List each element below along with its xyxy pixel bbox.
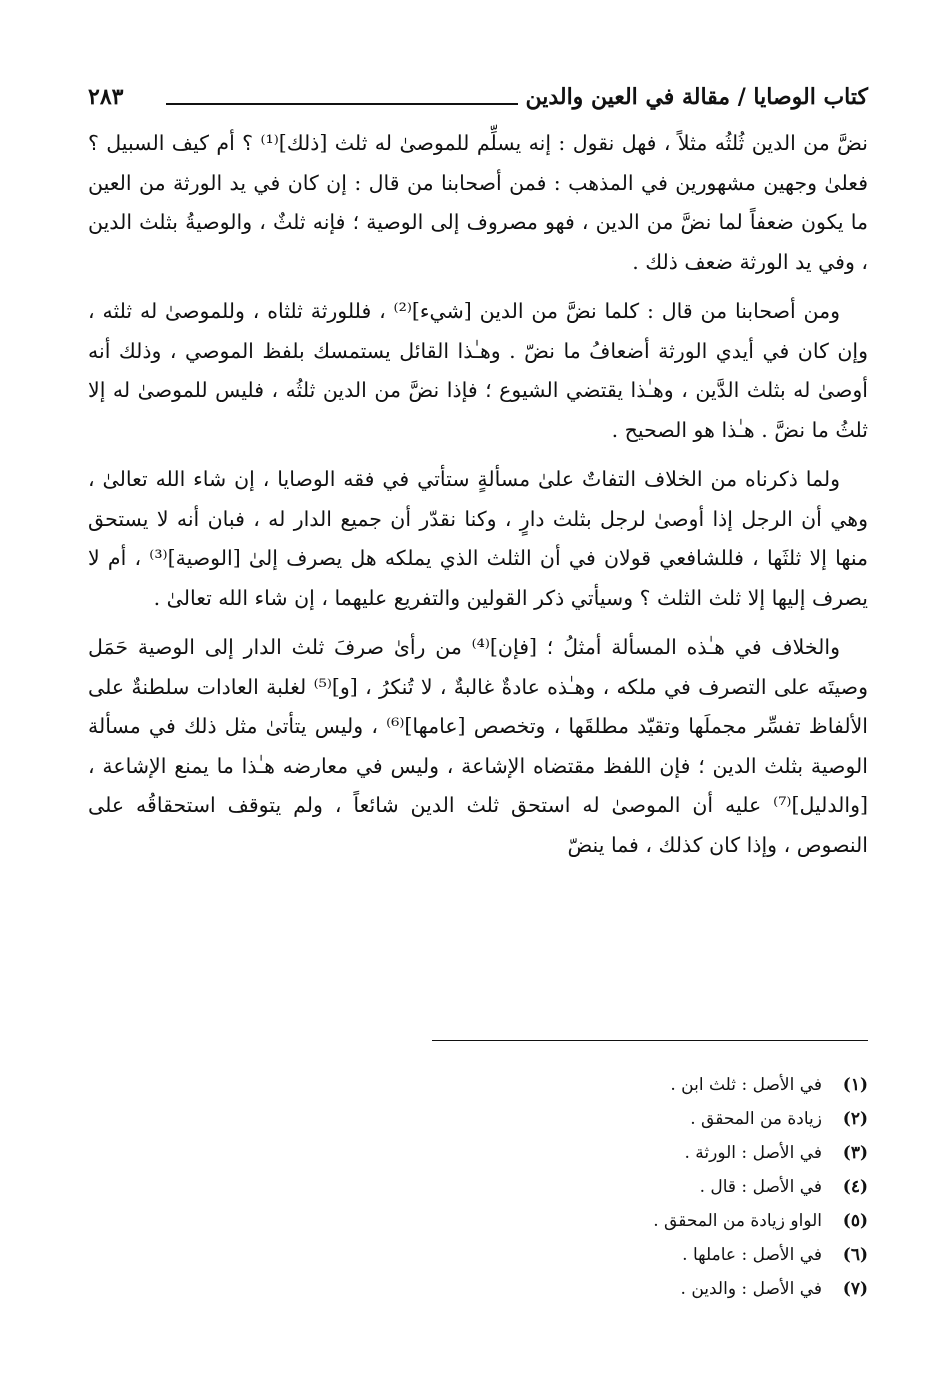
footnote [380, 1068, 868, 1102]
footnote [380, 1272, 868, 1306]
footnote-text: في الأصل : الورثة . [684, 1143, 822, 1163]
running-header [88, 84, 868, 120]
footnote [380, 1136, 868, 1170]
footnote-number: (٧) [842, 1279, 868, 1299]
footnote-text: في الأصل : ثلث ابن . [670, 1075, 822, 1095]
main-text [88, 124, 868, 875]
footnote-number: (٣) [842, 1143, 868, 1163]
footnote-number: (٢) [842, 1109, 868, 1129]
footnote-text: الواو زيادة من المحقق . [653, 1211, 822, 1231]
footnote [380, 1238, 868, 1272]
paragraph-2: ومن أصحابنا من قال : كلما نضَّ من الدين [شيء]⁽²⁾ ، فللورثة ثلثاه ، وللموصىٰ له ثلثه ، وإن كان في أيدي الورثة أضعافُ ما نضّ . وهـٰذا القائل يستمسك بلفظ الموصي ، وذلك أنه أوصىٰ له بثلث الدَّين ، وهـٰذا يقتضي الشيوع ؛ فإذا نضَّ من الدين ثلثُه ، فليس للموصىٰ له إلا ثلثُ ما نضَّ . هـٰذا هو الصحيح . [88, 299, 868, 442]
footnote-number: (٤) [842, 1177, 868, 1197]
footnote-text: في الأصل : عاملها . [682, 1245, 822, 1265]
footnote [380, 1102, 868, 1136]
paragraph-1: نضَّ من الدين ثُلثُه مثلاً ، فهل نقول : إنه يسلِّم للموصىٰ له ثلث [ذلك]⁽¹⁾ ؟ أم كيف السبيل ؟ فعلىٰ وجهين مشهورين في المذهب : فمن أصحابنا من قال : إن كان في يد الورثة من العين ما يكون ضعفاً لما نضَّ من الدين ، فهو مصروف إلى الوصية ؛ فإنه ثلثٌ ، والوصيةُ بثلث الدين ، وفي يد الورثة ضعف ذلك . [88, 131, 868, 274]
footnotes [380, 1068, 868, 1306]
footnote-number: (٥) [842, 1211, 868, 1231]
footnote-number: (٦) [842, 1245, 868, 1265]
header-title: كتاب الوصايا / مقالة في العين والدين [525, 84, 868, 110]
footnote-divider [432, 1040, 868, 1041]
footnote-text: في الأصل : قال . [699, 1177, 822, 1197]
paragraph-3: ولما ذكرناه من الخلاف التفاتٌ علىٰ مسألةٍ ستأتي في فقه الوصايا ، إن شاء الله تعالىٰ ، وهي أن الرجل إذا أوصىٰ لرجل بثلث دارٍ ، وكنا نقدّر أن جميع الدار له ، فبان أنه لا يستحق منها إلا ثلثَها ، فللشافعي قولان في أن الثلث الذي يملكه هل يصرف إلىٰ [الوصية]⁽³⁾ ، أم لا يصرف إليها إلا ثلث الثلث ؟ وسيأتي ذكر القولين والتفريع عليهما ، إن شاء الله تعالىٰ . [88, 467, 868, 610]
footnote [380, 1204, 868, 1238]
footnote [380, 1170, 868, 1204]
paragraph-4: والخلاف في هـٰذه المسألة أمثلُ ؛ [فإن]⁽⁴⁾ من رأىٰ صرفَ ثلث الدار إلى الوصية حَمَل وصيتَه على التصرف في ملكه ، وهـٰذه عادةٌ غالبةٌ ، لا تُنكرُ ، [و]⁽⁵⁾ لغلبة العادات سلطنةٌ على الألفاظ تفسِّر مجملَها وتقيّد مطلقَها ، وتخصص [عامها]⁽⁶⁾ ، وليس يتأتىٰ مثل ذلك في مسألة الوصية بثلث الدين ؛ فإن اللفظ مقتضاه الإشاعة ، وليس في معارضه هـٰذا ما يمنع الإشاعة ، [والدليل]⁽⁷⁾ عليه أن الموصىٰ له استحق ثلث الدين شائعاً ، ولم يتوقف استحقاقُه على النصوص ، وإذا كان كذلك ، فما ينضّ [88, 635, 868, 857]
footnote-text: في الأصل : والدين . [680, 1279, 822, 1299]
header-rule [166, 103, 518, 105]
footnote-text: زيادة من المحقق . [690, 1109, 822, 1129]
footnote-number: (١) [842, 1075, 868, 1095]
page-number: ٢٨٣ [88, 84, 124, 110]
